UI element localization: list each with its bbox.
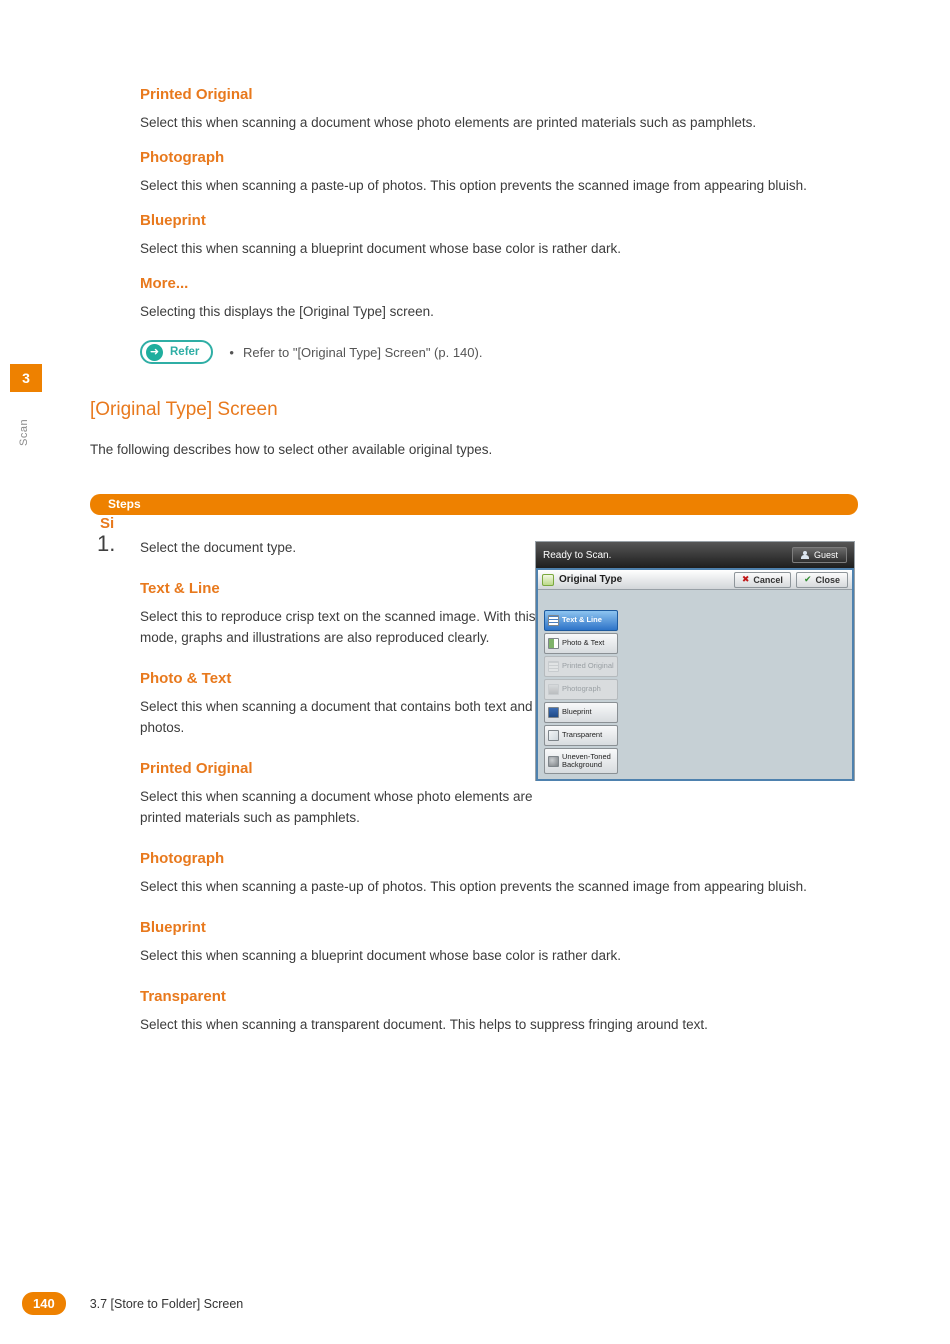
uneven-toned-background-icon (548, 756, 559, 767)
original-type-icon (542, 574, 554, 586)
type-button-label: Printed Original (562, 661, 614, 671)
subsection-blueprint-2 (140, 919, 858, 966)
subsection-heading: More... (140, 275, 189, 292)
subsection-body: Select this when scanning a blueprint document whose base color is rather dark. (140, 241, 622, 256)
subsection-body: Select this when scanning a document whose photo elements are printed materials such as pamphlets. (140, 115, 757, 130)
narrow-column (140, 580, 538, 828)
subsection-body: Select this when scanning a transparent document. This helps to suppress fringing around text. (140, 1017, 708, 1032)
subsection-body: Select this when scanning a blueprint document whose base color is rather dark. (140, 948, 622, 963)
subsection-heading: Photograph (140, 850, 225, 867)
type-button-blueprint[interactable] (544, 702, 618, 723)
subsection-heading: Photograph (140, 149, 225, 166)
cancel-button[interactable] (734, 572, 791, 588)
close-label: Close (815, 574, 840, 585)
dialog-title: Original Type (559, 574, 623, 585)
guest-button[interactable] (792, 547, 847, 563)
device-status-bar (536, 542, 854, 568)
subsection-heading: Text & Line (140, 580, 220, 597)
subsection-photograph (140, 149, 902, 196)
blueprint-icon (548, 707, 559, 718)
type-button-label: Text & Line (562, 615, 602, 625)
footer-section-title: 3.7 [Store to Folder] Screen (89, 1296, 244, 1311)
close-check-icon: ✔ (803, 574, 812, 584)
original-type-dialog (536, 568, 854, 781)
clipped-text-fragment: Si (100, 516, 115, 529)
subsection-heading: Photo & Text (140, 670, 232, 687)
subsection-body: Select this when scanning a paste-up of photos. This option prevents the scanned image from appearing bluish. (140, 178, 807, 193)
subsection-transparent (140, 988, 858, 1035)
text-line-icon (548, 615, 559, 626)
device-screenshot (535, 541, 855, 781)
close-button[interactable] (796, 572, 848, 588)
subsection-body: Selecting this displays the [Original Type] screen. (140, 304, 434, 319)
type-button-label: Photo & Text (562, 638, 605, 648)
subsection-more (140, 275, 902, 322)
page-footer (22, 1292, 243, 1315)
subsection-heading: Printed Original (140, 86, 253, 103)
type-button-uneven-toned-background[interactable] (544, 748, 618, 774)
transparent-icon (548, 730, 559, 741)
subsection-heading: Blueprint (140, 919, 206, 936)
refer-arrow-icon: ➜ (146, 344, 163, 361)
bullet-icon: • (229, 344, 234, 360)
user-icon (801, 551, 809, 559)
type-button-text-line[interactable] (544, 610, 618, 631)
refer-cross-reference[interactable]: Refer to "[Original Type] Screen" (p. 140). (242, 344, 483, 360)
subsection-body: Select this when scanning a paste-up of photos. This option prevents the scanned image from appearing bluish. (140, 879, 807, 894)
section-intro: The following describes how to select other available original types. (90, 442, 493, 457)
type-button-printed-original (544, 656, 618, 677)
status-message: Ready to Scan. (543, 549, 612, 561)
type-button-label: Uneven-Toned Background (562, 751, 611, 769)
guest-label: Guest (813, 550, 838, 560)
type-button-label: Blueprint (562, 707, 592, 717)
refer-label: Refer (170, 346, 200, 358)
printed-original-icon (548, 661, 559, 672)
photograph-icon (548, 684, 559, 695)
subsection-photograph-2 (140, 850, 858, 897)
refer-text (229, 345, 482, 360)
type-button-photo-text[interactable] (544, 633, 618, 654)
type-button-label: Photograph (562, 684, 601, 694)
dialog-title-bar (538, 570, 852, 590)
refer-badge (140, 340, 213, 364)
steps-bar: Steps (90, 494, 858, 515)
step-instruction: Select the document type. (140, 540, 297, 555)
type-button-label: Transparent (562, 730, 603, 740)
refer-row (140, 340, 902, 364)
subsection-blueprint (140, 212, 902, 259)
step-number: 1. (97, 531, 116, 556)
page-number-badge: 140 (22, 1292, 66, 1315)
subsection-printed-original-2 (140, 760, 538, 828)
subsection-heading: Transparent (140, 988, 226, 1005)
cancel-x-icon: ✖ (741, 574, 750, 584)
subsection-heading: Blueprint (140, 212, 206, 229)
subsection-printed-original (140, 86, 902, 133)
photo-text-icon (548, 638, 559, 649)
section-title: [Original Type] Screen (90, 399, 278, 420)
subsection-heading: Printed Original (140, 760, 253, 777)
top-sections (140, 86, 902, 364)
subsection-photo-text (140, 670, 538, 738)
type-button-photograph (544, 679, 618, 700)
subsection-body: Select this when scanning a document that contains both text and photos. (140, 699, 533, 735)
type-button-transparent[interactable] (544, 725, 618, 746)
cancel-label: Cancel (753, 574, 783, 585)
subsection-text-line (140, 580, 538, 648)
subsection-body: Select this when scanning a document whose photo elements are printed materials such as pamphlets. (140, 789, 533, 825)
chapter-label: Scan (18, 418, 30, 446)
chapter-tab: 3 (10, 364, 42, 392)
subsection-body: Select this to reproduce crisp text on the scanned image. With this mode, graphs and illustrations are also reproduced clearly. (140, 609, 536, 645)
original-type-button-list (538, 590, 852, 774)
